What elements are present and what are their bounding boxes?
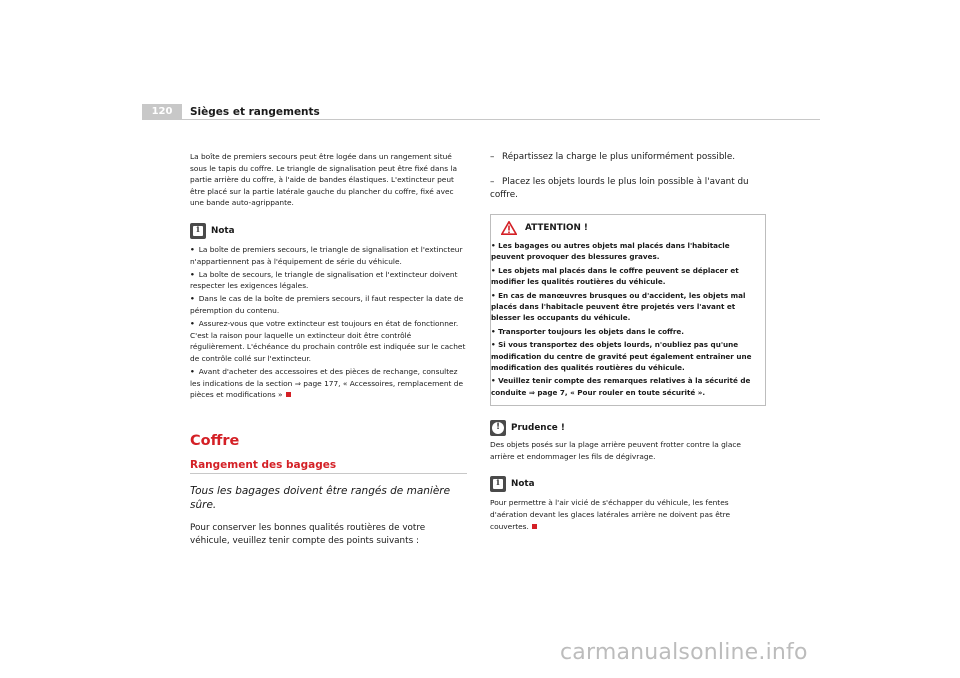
watermark: carmanualsonline.info <box>560 640 808 665</box>
bullet-icon: • <box>190 319 195 329</box>
attention-item <box>491 240 759 263</box>
bullet-icon: • <box>190 269 195 279</box>
attention-item-text: Transporter toujours les objets dans le coffre. <box>498 326 684 336</box>
info-icon <box>190 223 206 239</box>
bullet-icon: • <box>491 340 499 350</box>
left-column <box>190 151 467 548</box>
subsection-title: Rangement des bagages <box>190 459 467 474</box>
caution-icon <box>490 420 506 436</box>
dash-item-text: Répartissez la charge le plus uniformément possible. <box>502 152 736 162</box>
bullet-icon: • <box>491 290 499 300</box>
attention-item-text: Les bagages ou autres objets mal placés dans l'habitacle peuvent provoquer des blessures graves. <box>491 241 730 262</box>
nota-item <box>190 244 467 267</box>
warning-triangle-icon <box>501 221 517 235</box>
nota-item-text: La boîte de premiers secours, le triangle de signalisation et l'extincteur n'appartiennent pas à l'équipement de série du véhicule. <box>190 244 463 266</box>
attention-item <box>491 339 759 373</box>
attention-label: ATTENTION ! <box>525 223 588 233</box>
dash-item-text: Placez les objets lourds le plus loin possible à l'avant du coffre. <box>490 177 749 200</box>
section-title: Coffre <box>190 432 240 449</box>
dash-list-item <box>490 176 766 202</box>
nota-item <box>190 366 467 401</box>
attention-item <box>491 265 759 288</box>
attention-item <box>491 375 759 398</box>
attention-item <box>491 290 759 324</box>
attention-item-text: Les objets mal placés dans le coffre peuvent se déplacer et modifier les qualités routières du véhicule. <box>491 265 739 287</box>
end-of-section-icon <box>532 524 537 529</box>
lead-text: Tous les bagages doivent être rangés de manière sûre. <box>190 484 451 511</box>
bullet-icon: • <box>190 366 195 376</box>
end-of-section-icon <box>286 392 291 397</box>
nota-heading <box>490 476 766 492</box>
nota-label: Nota <box>211 225 235 236</box>
bullet-icon: • <box>491 376 499 386</box>
dash-list-item <box>490 151 766 164</box>
nota-item <box>190 269 467 292</box>
prudence-heading <box>490 420 766 436</box>
nota-heading <box>190 223 467 239</box>
nota-item-text: Dans le cas de la boîte de premiers secours, il faut respecter la date de péremption du contenu. <box>190 294 464 315</box>
nota-item-text: Assurez-vous que votre extincteur est toujours en état de fonctionner. C'est la raison pour laquelle un extincteur doit être contrôlé régulièrement. L'échéance du prochain contrôle est indiquée sur le cachet de contrôle collé sur l'extincteur. <box>190 319 466 363</box>
info-icon <box>490 476 506 492</box>
bullet-icon: • <box>190 244 195 254</box>
dash-icon: – <box>490 177 495 187</box>
page-number: 120 <box>142 104 182 120</box>
attention-item-text: Si vous transportez des objets lourds, n'oubliez pas qu'une modification du centre de gravité peut également entraîner une modification des qualités routières du véhicule. <box>491 340 752 373</box>
dash-icon: – <box>490 152 495 162</box>
right-column <box>490 151 766 532</box>
bullet-icon: • <box>491 265 499 275</box>
attention-heading <box>491 221 759 235</box>
intro-paragraph: La boîte de premiers secours peut être logée dans un rangement situé sous le tapis du coffre. Le triangle de signalisation peut être fixé dans la partie arrière du coffre, à l'aide de bandes élastiques. L'extincteur peut être placé sur la partie latérale gauche du plancher du coffre, fixé avec une bande auto-agrippante. <box>190 152 457 208</box>
attention-item-text: Veuillez tenir compte des remarques relatives à la sécurité de conduite ⇒ page 7, « Pour rouler en toute sécurité ». <box>491 376 751 397</box>
nota-item <box>190 293 467 316</box>
prudence-label: Prudence ! <box>511 423 565 434</box>
nota-item-text: La boîte de secours, le triangle de signalisation et l'extincteur doivent respecter les exigences légales. <box>190 269 458 291</box>
nota-text-content: Pour permettre à l'air vicié de s'échapper du véhicule, les fentes d'aération devant les glaces latérales arrière ne doivent pas être couvertes. <box>490 498 731 531</box>
attention-item-text: En cas de manœuvres brusques ou d'accident, les objets mal placés dans l'habitacle peuvent être projetés vers l'avant et blesser les occupants du véhicule. <box>491 290 746 323</box>
bullet-icon: • <box>491 326 499 336</box>
header-divider <box>142 119 820 120</box>
body-paragraph: Pour conserver les bonnes qualités routières de votre véhicule, veuillez tenir compte des points suivants : <box>190 522 426 546</box>
bullet-icon: • <box>491 241 499 250</box>
prudence-text: Des objets posés sur la plage arrière peuvent frotter contre la glace arrière et endommager les fils de dégivrage. <box>490 440 741 461</box>
attention-item <box>491 326 759 337</box>
nota-item-text: Avant d'acheter des accessoires et des pièces de rechange, consultez les indications de la section ⇒ page 177, « Accessoires, remplacement de pièces et modifications » <box>190 366 464 400</box>
nota-item <box>190 318 467 364</box>
nota-label: Nota <box>511 479 535 490</box>
bullet-icon: • <box>190 294 195 304</box>
attention-box <box>490 214 766 406</box>
page-header-title: Sièges et rangements <box>190 106 320 118</box>
nota-text <box>490 497 766 532</box>
